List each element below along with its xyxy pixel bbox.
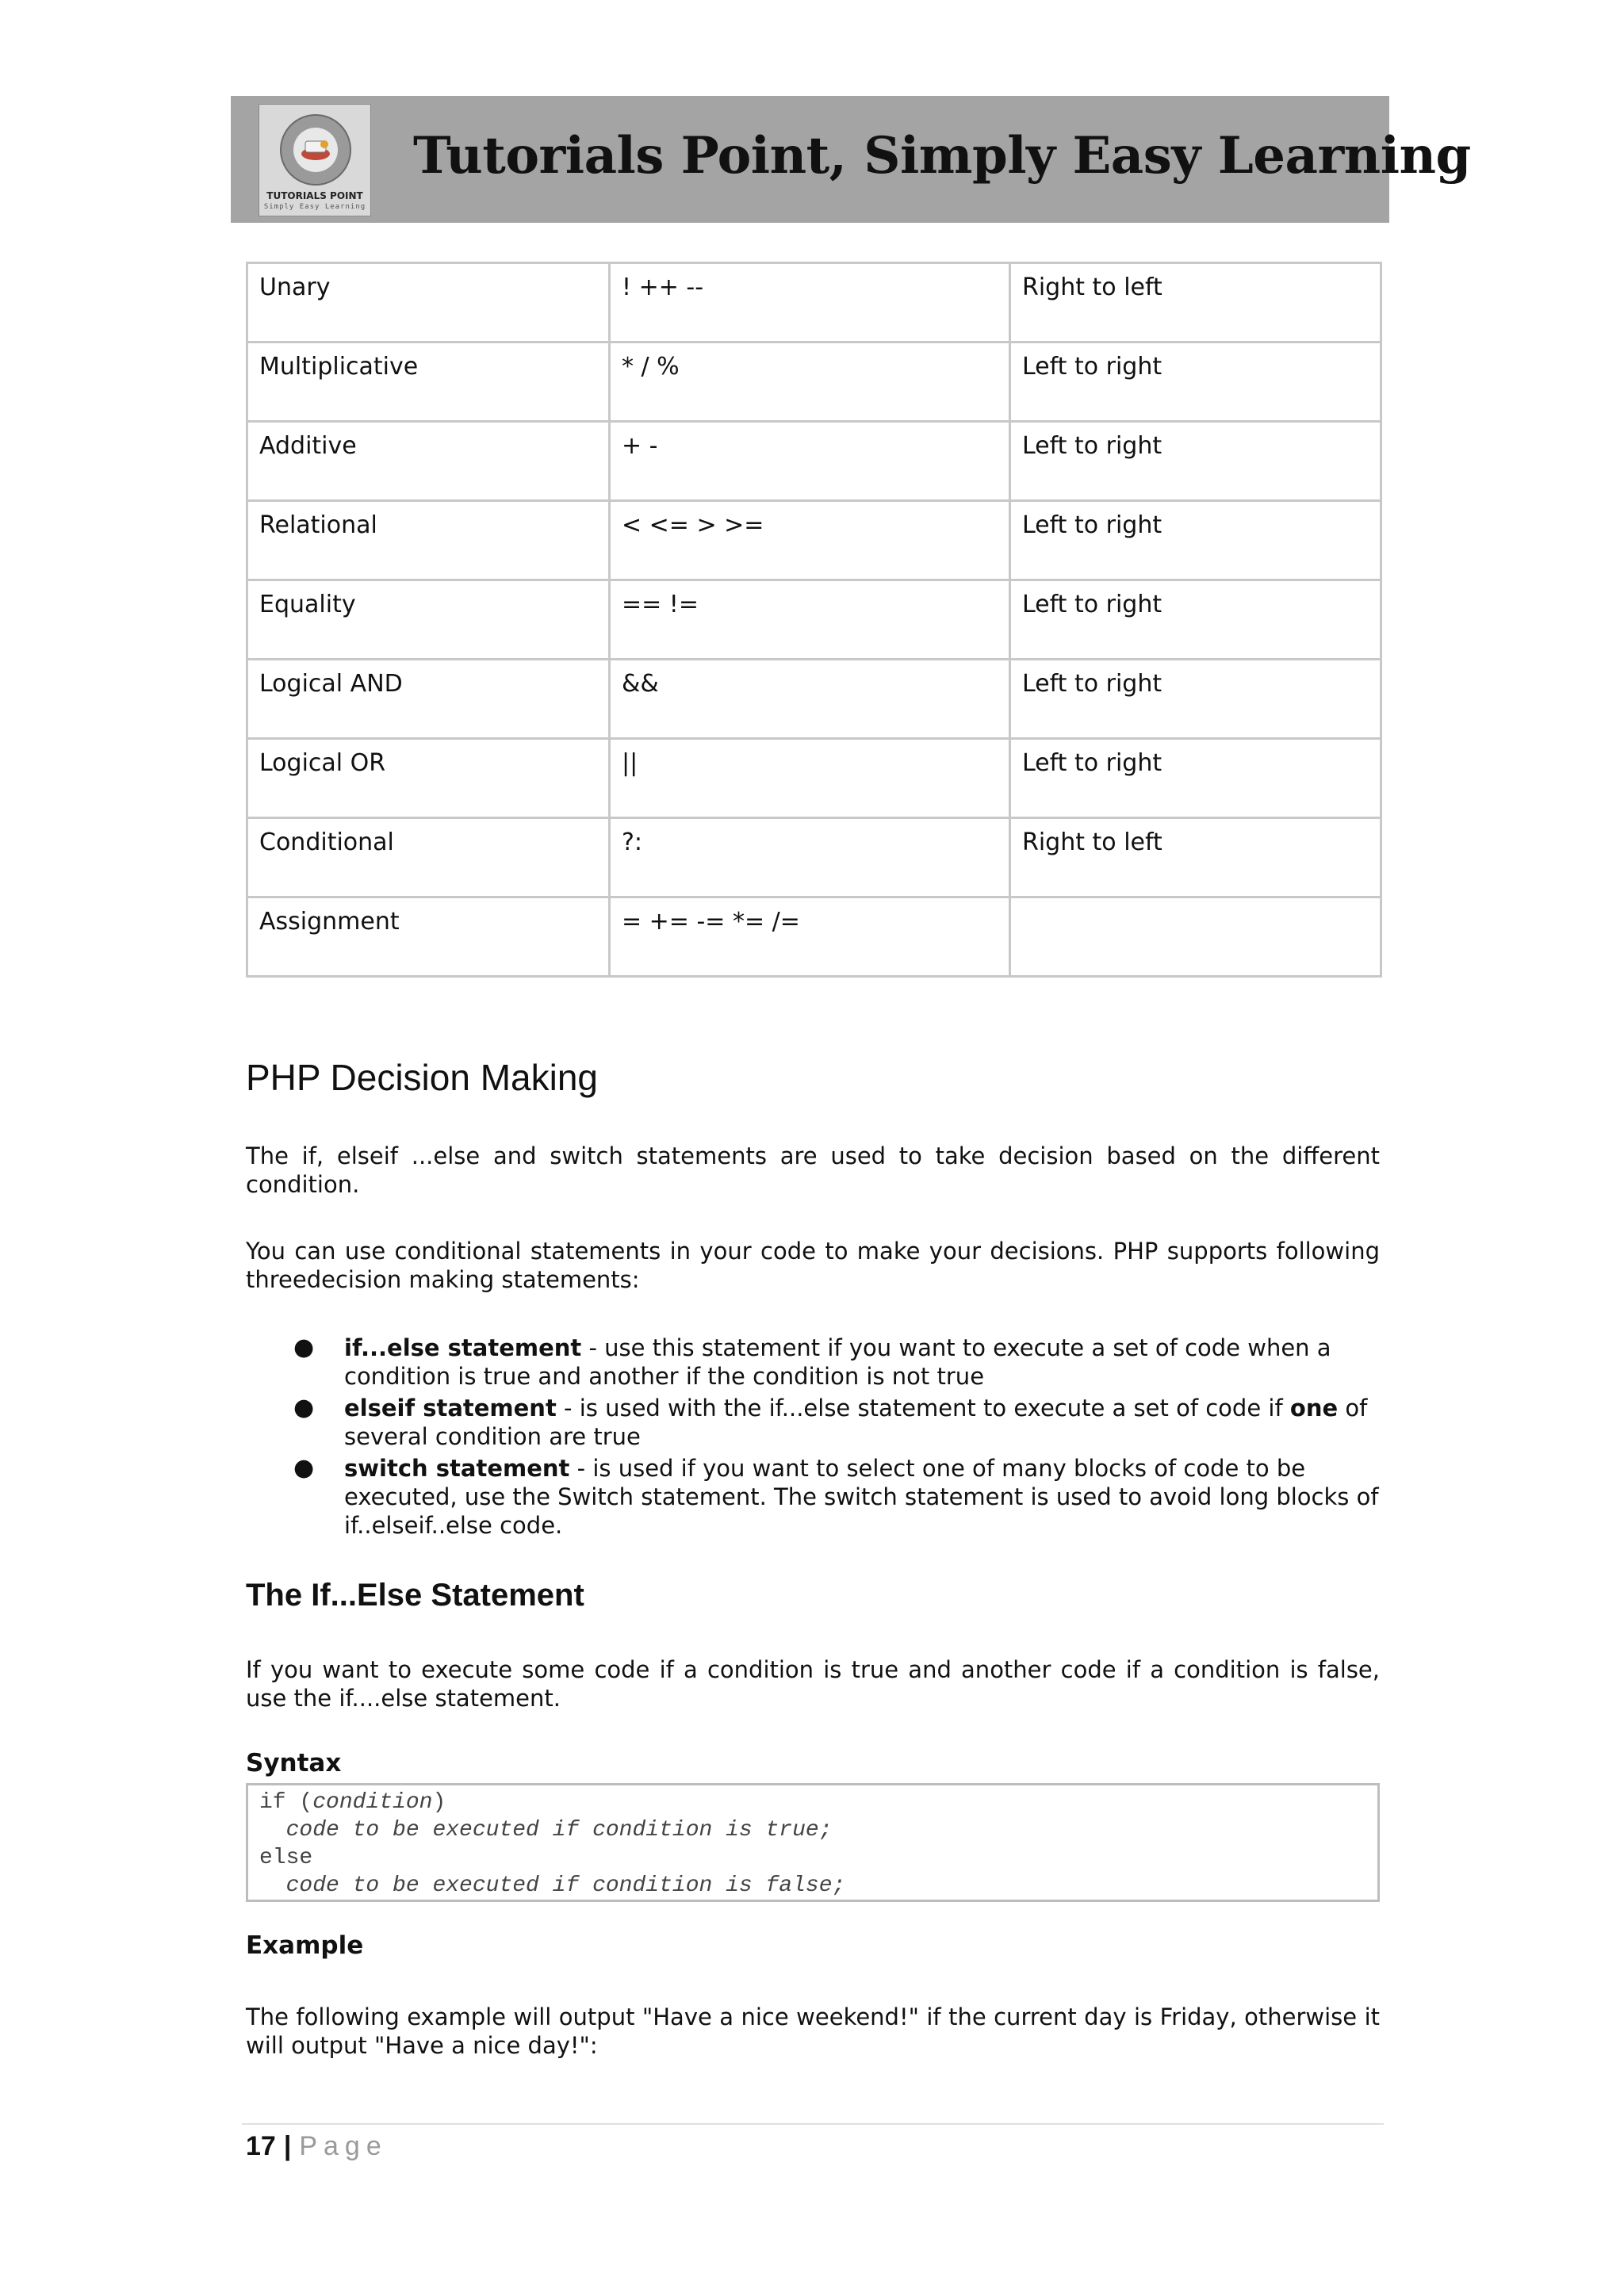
cell-category: Logical OR <box>247 739 610 818</box>
table-row <box>247 660 1381 739</box>
header-title: Tutorials Point, Simply Easy Learning <box>413 126 1471 186</box>
page-number: 17 <box>246 2131 276 2161</box>
cell-category: Logical AND <box>247 660 610 739</box>
section-heading-if-else: The If...Else Statement <box>246 1578 584 1613</box>
list-item-emphasis: one <box>1289 1395 1339 1422</box>
table-row <box>247 422 1381 501</box>
code-paren: ) <box>432 1790 446 1815</box>
cell-operators: = += -= *= /= <box>610 897 1010 977</box>
page-header <box>231 96 1471 223</box>
list-item-text: - use this statement if you want to execute a set of code when a condition is true and another if the condition is not true <box>344 1334 1331 1390</box>
logo-emblem-icon <box>278 113 353 187</box>
cell-associativity: Left to right <box>1010 580 1381 660</box>
tutorials-point-logo <box>259 104 371 216</box>
table-row <box>247 580 1381 660</box>
page-word: Page <box>299 2131 388 2161</box>
cell-associativity: Left to right <box>1010 501 1381 580</box>
code-line: code to be executed if condition is false; <box>285 1873 846 1898</box>
cell-category: Additive <box>247 422 610 501</box>
cell-category: Multiplicative <box>247 342 610 422</box>
list-item <box>246 1394 1380 1451</box>
list-item-term: elseif statement <box>344 1395 557 1422</box>
cell-associativity: Right to left <box>1010 818 1381 897</box>
if-else-paragraph: If you want to execute some code if a condition is true and another code if a condition is false, use the if....else statement. <box>246 1656 1380 1712</box>
list-item-text: of several condition are true <box>344 1395 1368 1450</box>
code-keyword: if ( <box>259 1790 313 1815</box>
table-row <box>247 342 1381 422</box>
cell-category: Conditional <box>247 818 610 897</box>
operator-precedence-table <box>246 262 1382 978</box>
syntax-code-block <box>246 1783 1380 1902</box>
cell-operators: == != <box>610 580 1010 660</box>
cell-operators: ?: <box>610 818 1010 897</box>
logo-name: TUTORIALS POINT <box>266 190 363 201</box>
example-label: Example <box>246 1931 364 1960</box>
page-footer <box>246 2131 388 2162</box>
cell-operators: < <= > >= <box>610 501 1010 580</box>
syntax-label: Syntax <box>246 1749 342 1777</box>
cell-operators: + - <box>610 422 1010 501</box>
cell-associativity <box>1010 897 1381 977</box>
table-row <box>247 818 1381 897</box>
code-keyword: else <box>259 1846 313 1870</box>
list-item-text: - is used if you want to select one of many blocks of code to be executed, use the Switch statement. The switch statement is used to avoid long blocks of if..elseif..else code. <box>344 1455 1379 1539</box>
bullet-icon: ● <box>293 1394 315 1422</box>
cell-operators: || <box>610 739 1010 818</box>
table-row <box>247 263 1381 342</box>
cell-operators: * / % <box>610 342 1010 422</box>
statements-paragraph: You can use conditional statements in your code to make your decisions. PHP supports following threedecision making statements: <box>246 1238 1380 1293</box>
code-line: code to be executed if condition is true; <box>285 1818 833 1843</box>
cell-category: Unary <box>247 263 610 342</box>
table-row <box>247 501 1381 580</box>
table-row <box>247 897 1381 977</box>
list-item <box>246 1454 1380 1540</box>
footer-separator: | <box>283 2131 292 2161</box>
bullet-icon: ● <box>293 1454 315 1482</box>
cell-associativity: Left to right <box>1010 422 1381 501</box>
section-heading-decision-making: PHP Decision Making <box>246 1057 599 1098</box>
cell-operators: && <box>610 660 1010 739</box>
cell-associativity: Left to right <box>1010 660 1381 739</box>
list-item-term: switch statement <box>344 1455 570 1482</box>
code-condition: condition <box>312 1790 433 1815</box>
list-item <box>246 1334 1380 1391</box>
footer-divider <box>242 2123 1384 2125</box>
list-item-term: if...else statement <box>344 1334 582 1361</box>
list-item-text: - is used with the if...else statement to execute a set of code if <box>556 1395 1290 1422</box>
cell-category: Relational <box>247 501 610 580</box>
cell-associativity: Left to right <box>1010 342 1381 422</box>
table-row <box>247 739 1381 818</box>
cell-associativity: Right to left <box>1010 263 1381 342</box>
cell-category: Equality <box>247 580 610 660</box>
bullet-icon: ● <box>293 1334 315 1361</box>
cell-category: Assignment <box>247 897 610 977</box>
statement-list <box>246 1334 1380 1543</box>
example-paragraph: The following example will output "Have a nice weekend!" if the current day is Friday, otherwise it will output "Have a nice day!": <box>246 2003 1380 2059</box>
intro-paragraph: The if, elseif ...else and switch statements are used to take decision based on the different condition. <box>246 1142 1380 1198</box>
cell-operators: ! ++ -- <box>610 263 1010 342</box>
cell-associativity: Left to right <box>1010 739 1381 818</box>
logo-tagline: Simply Easy Learning <box>263 203 366 211</box>
